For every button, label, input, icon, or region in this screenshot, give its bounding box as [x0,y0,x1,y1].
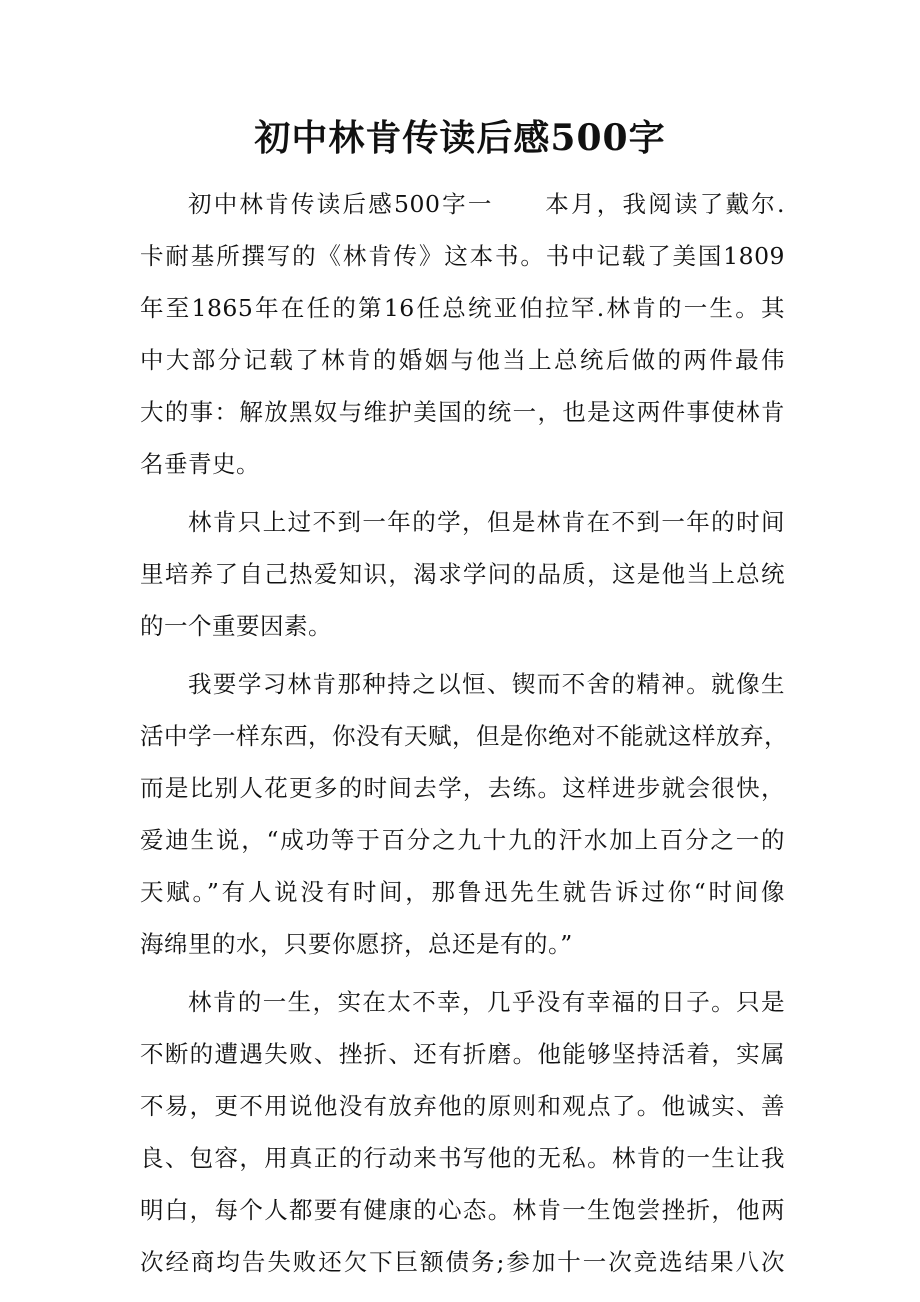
paragraph-line: 海绵里的水，只要你愿挤，总还是有的。” [140,930,573,958]
paragraph [140,178,785,490]
paragraph-line: 明白，每个人都要有健康的心态。林肯一生饱尝挫折，他两 [140,1196,785,1224]
paragraph-line: 天赋。”有人说没有时间，那鲁迅先生就告诉过你“时间像 [140,878,785,906]
paragraph-line: 中大部分记载了林肯的婚姻与他当上总统后做的两件最伟 [140,346,785,374]
paragraph [140,976,785,1288]
paragraph-line: 不易，更不用说他没有放弃他的原则和观点了。他诚实、善 [140,1092,785,1120]
paragraph-line: 次经商均告失败还欠下巨额债务;参加十一次竞选结果八次 [140,1248,785,1276]
paragraph-line: 林肯的一生，实在太不幸，几乎没有幸福的日子。只是 [188,988,785,1016]
paragraph-line: 林肯只上过不到一年的学，但是林肯在不到一年的时间 [188,508,785,536]
paragraph-line: 初中林肯传读后感500字一 本月，我阅读了戴尔. [188,190,785,218]
paragraph [140,658,788,970]
paragraph-line: 良、包容，用真正的行动来书写他的无私。林肯的一生让我 [140,1144,785,1172]
paragraph-line: 里培养了自己热爱知识，渴求学问的品质，这是他当上总统 [140,560,785,588]
paragraph-line: 卡耐基所撰写的《林肯传》这本书。书中记载了美国1809 [140,242,785,270]
document-body [140,178,788,1288]
paragraph-line: 的一个重要因素。 [140,612,332,640]
document-title: 初中林肯传读后感500字 [254,117,666,159]
paragraph-line: 年至1865年在任的第16任总统亚伯拉罕.林肯的一生。其 [140,294,785,322]
paragraph-line: 爱迪生说，“成功等于百分之九十九的汗水加上百分之一的 [140,826,785,854]
paragraph-line: 而是比别人花更多的时间去学，去练。这样进步就会很快， [140,774,785,802]
paragraph-line: 大的事：解放黑奴与维护美国的统一，也是这两件事使林肯 [140,398,785,426]
paragraph-line: 不断的遭遇失败、挫折、还有折磨。他能够坚持活着，实属 [140,1040,785,1068]
paragraph-line: 活中学一样东西，你没有天赋，但是你绝对不能就这样放弃， [140,722,788,750]
paragraph-line: 我要学习林肯那种持之以恒、锲而不舍的精神。就像生 [188,670,785,698]
paragraph-line: 名垂青史。 [140,450,260,478]
paragraph [140,496,785,652]
